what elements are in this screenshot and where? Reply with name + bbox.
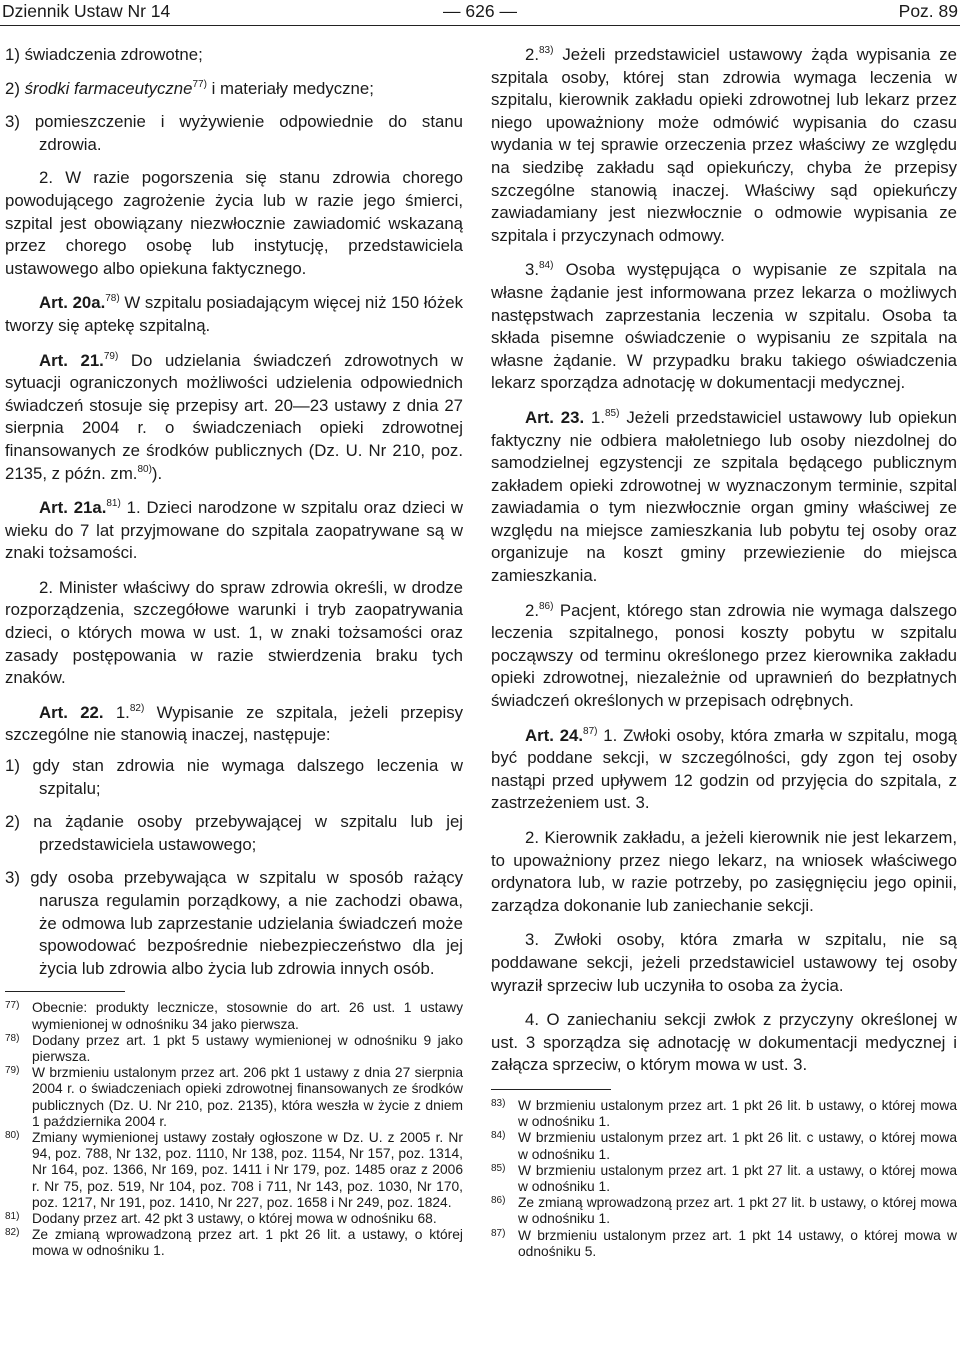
footnote-number: 85) [491,1162,506,1174]
list-item: 1) świadczenia zdrowotne; [5,45,203,64]
position-number: Poz. 89 [898,1,958,21]
footnote [5,1065,463,1130]
list-item: 3) pomieszczenie i wyżywienie odpowiednie do stanu zdrowia. [5,112,463,154]
paragraph [491,44,957,247]
left-column [5,44,463,1260]
footnote-rule [491,1089,611,1090]
paragraph: 2. W razie pogorszenia się stanu zdrowia chorego powodującego zagrożenie życia lub w razie jego śmierci, szpital jest obowiązany niezwłocznie zawiadomić wskazaną przez chorego osobę lub instytucję, przedstawiciela ustawowego albo opiekuna faktycznego. [5,168,463,278]
paragraph: 2. Kierownik zakładu, a jeżeli kierownik nie jest lekarzem, to upoważniony przez niego lekarz, na wniosek właściwego ordynatora lub, w razie potrzeby, po zasięgnięciu jego opinii, zarządza dokonanie lub zaniechanie sekcji. [491,828,957,915]
footnote-ref: 78) [105,293,120,305]
article-label: Art. 20a. [39,293,106,313]
article-label: Art. 24. [525,725,584,745]
footnote-ref: 86) [539,600,554,612]
footnote [491,1130,957,1162]
right-column [491,44,957,1260]
list-item [5,78,463,101]
footnote-number: 83) [491,1097,506,1109]
footnote [491,1098,957,1130]
footnote-text: Dodany przez art. 42 pkt 3 ustawy, o której mowa w odnośniku 68. [32,1211,437,1227]
footnote-text: Ze zmianą wprowadzoną przez art. 1 pkt 26 lit. a ustawy, o której mowa w odnośniku 1. [32,1227,463,1259]
paragraph-number: 3. [525,260,539,280]
article-label: Art. 23. [525,407,585,427]
item-text: i materiały medyczne; [206,78,374,98]
footnote [5,1211,463,1227]
footnote [5,1227,463,1259]
footnote-ref: 80) [137,463,152,475]
paragraph [491,259,957,395]
footnote-text: W brzmieniu ustalonym przez art. 1 pkt 27 lit. a ustawy, o której mowa w odnośniku 1. [518,1162,957,1194]
footnote-ref: 83) [539,45,554,56]
footnote-ref: 84) [539,260,554,272]
article-21a [5,497,463,565]
footnote-rule [5,991,125,992]
article-23 [491,407,957,588]
footnote-ref: 77) [192,78,207,90]
footnote-text: Zmiany wymienionej ustawy zostały ogłoszone w Dz. U. z 2005 r. Nr 94, poz. 788, Nr 132, poz. 1110, Nr 138, poz. 1154, Nr 157, poz. 1314, Nr 164, poz. 1366, Nr 169, poz. 1411 i Nr 179, poz. 1485 oraz z 2006 r. Nr 75, poz. 519, Nr 104, poz. 708 i 711, Nr 143, poz. 1030, Nr 170, poz. 1217, Nr 191, poz. 1410, Nr 227, poz. 1658 i Nr 249, poz. 1824. [32,1130,463,1210]
footnote-number: 87) [491,1227,506,1239]
item-number: 2) [5,78,25,98]
footnote-number: 79) [5,1065,20,1077]
article-text: 1. Dzieci narodzone w szpitalu oraz dzieci w wieku do 7 lat przyjmowane do szpitala zaopatrywane są w znaki tożsamości. [5,498,463,563]
footnote-number: 82) [5,1227,20,1239]
list-item: 2) na żądanie osoby przebywającej w szpitalu lub jej przedstawiciela ustawowego; [5,812,463,854]
footnote-text: W brzmieniu ustalonym przez art. 1 pkt 14 ustawy, o której mowa w odnośniku 5. [518,1227,957,1259]
list-item: 3) gdy osoba przebywająca w szpitalu w sposób rażący narusza regulamin porządkowy, a nie zachodzi obawa, że odmowa lub zaprzestanie udzielania świadczeń może spowodować bezpośrednie niebezpieczeństwo dla jej życia lub zdrowia albo życia lub zdrowia innych osób. [5,868,463,978]
footnote-number: 78) [5,1032,20,1044]
footnote [491,1195,957,1227]
page-header [0,0,960,26]
paragraph: 3. Zwłoki osoby, która zmarła w szpitalu, nie są poddawane sekcji, jeżeli przedstawiciel ustawowy tej osoby wyraził sprzeciw lub uczyniła to osoba za życia. [491,930,957,995]
list-item: 1) gdy stan zdrowia nie wymaga dalszego leczenia w szpitalu; [5,756,463,798]
footnote-ref: 81) [106,498,121,510]
article-text: W szpitalu posiadającym więcej niż 150 łóżek tworzy się aptekę szpitalną. [5,293,463,335]
paragraph: 4. O zaniechaniu sekcji zwłok z przyczyny określonej w ust. 3 sporządza się adnotację w dokumentacji medycznej i załącza sprzeciw, o którym mowa w ust. 3. [491,1010,957,1075]
footnote-ref: 87) [583,725,598,737]
paragraph-number: 1. [103,702,130,722]
article-label: Art. 21a. [39,498,107,518]
article-21 [5,350,463,486]
article-text: Wypisanie ze szpitala, jeżeli przepisy szczególne nie stanowią inaczej, następuje: [5,702,463,745]
footnote-ref: 82) [129,702,145,714]
paragraph [491,600,957,713]
article-text-end: ). [151,463,163,483]
footnote [491,1228,957,1260]
page-number: — 626 — [443,1,517,21]
article-label: Art. 21. [39,350,104,370]
paragraph-number: 2. [525,600,539,620]
article-text: 1. Zwłoki osoby, która zmarła w szpitalu, mogą być poddane sekcji, w szczególności, gdy zgon tej osoby nastąpi przed upływem 12 godzin od przyjęcia do szpitala, z zastrzeżeniem ust. 3. [491,725,957,813]
article-label: Art. 22. [39,702,104,722]
footnotes-left [5,1000,463,1259]
footnote-text: Obecnie: produkty lecznicze, stosownie do art. 26 ust. 1 ustawy wymienionej w odnośniku 34 jako pierwsza. [32,1000,463,1032]
footnote [491,1163,957,1195]
paragraph: 2. Minister właściwy do spraw zdrowia określi, w drodze rozporządzenia, szczegółowe warunki i tryb zaopatrywania dzieci, o których mowa w ust. 1, w znaki tożsamości oraz zasady postępowania w razie stwierdzenia braku tych znaków. [5,577,463,688]
paragraph-text: Jeżeli przedstawiciel ustawowy żąda wypisania ze szpitala osoby, której stan zdrowia wymaga leczenia w szpitalu, kierownik zakładu opieki zdrowotnej lub lekarz przez niego upoważniony może odmówić wypisania do czasu wydania w tej sprawie orzeczenia przez właściwy ze względu na siedzibę zakładu sąd opiekuńczy, chyba że przepisy szczególne stanowią inaczej. Właściwy sąd opiekuńczy zawiadamiany jest niezwłocznie o odmowie wypisania ze szpitala i przyczynach odmowy. [491,45,957,245]
paragraph-text: Pacjent, którego stan zdrowia nie wymaga dalszego leczenia szpitalnego, ponosi koszty pobytu w szpitalu począwszy od terminu określonego przez kierownika zakładu opieki zdrowotnej, niezależnie od uprawnień do bezpłatnych świadczeń określonych w przepisach odrębnych. [491,600,957,711]
footnote-number: 77) [5,1000,20,1012]
article-20a [5,292,463,337]
footnote-ref: 85) [604,407,620,419]
footnote-text: W brzmieniu ustalonym przez art. 1 pkt 26 lit. b ustawy, o której mowa w odnośniku 1. [518,1097,957,1130]
paragraph-number: 2. [525,45,539,64]
footnote-text: W brzmieniu ustalonym przez art. 206 pkt 1 ustawy z dnia 27 sierpnia 2004 r. o świadczeniach opieki zdrowotnej finansowanych ze środków publicznych (Dz. U. Nr 210, poz. 2135), która weszła w życie z dniem 1 października 2004 r. [32,1065,463,1129]
article-text: Jeżeli przedstawiciel ustawowy lub opiekun faktyczny nie odbiera małoletniego lub osoby niezdolnej do samodzielnej egzystencji ze szpitala będącego publicznym zakładem opieki zdrowotnej w wyznaczonym terminie, szpital zawiadamia o tym niezwłocznie organ gminy właściwej ze względu na miejsce zamieszkania lub pobytu tej osoby oraz organizuje na koszt gminy przewiezienie do miejsca zamieszkania. [491,407,957,586]
footnote [5,1033,463,1065]
journal-title: Dziennik Ustaw Nr 14 [2,1,171,21]
article-24 [491,725,957,815]
footnote [5,1130,463,1211]
paragraph-text: Osoba występująca o wypisanie ze szpitala na własne żądanie jest informowana przez lekarza o możliwych następstwach zaprzestania leczenia w szpitalu. Osoba ta składa pisemne oświadczenie o wypisaniu ze szpitala na własne żądanie. W przypadku braku takiego oświadczenia lekarz sporządza adnotację w dokumentacji medycznej. [491,260,957,393]
footnotes-right [491,1098,957,1260]
footnote-number: 86) [491,1195,506,1207]
footnote-number: 81) [5,1211,20,1223]
footnote-number: 84) [491,1130,506,1142]
footnote-text: W brzmieniu ustalonym przez art. 1 pkt 26 lit. c ustawy, o której mowa w odnośniku 1. [518,1130,957,1162]
footnote-ref: 79) [103,350,119,362]
article-text: Do udzielania świadczeń zdrowotnych w sytuacji ograniczonych możliwości udzielenia odpowiednich świadczeń stosuje się przepisy art. 20—23 ustawy z dnia 27 sierpnia 2004 r. o świadczeniach opieki zdrowotnej finansowanych ze środków publicznych (Dz. U. Nr 210, poz. 2135, z późn. zm. [5,350,463,483]
paragraph-number: 1. [584,407,605,427]
footnote-number: 80) [5,1130,20,1141]
header-rule [0,25,960,26]
footnote [5,1000,463,1032]
item-italic-text: środki farmaceutyczne [24,78,193,98]
article-22 [5,702,463,747]
footnote-text: Dodany przez art. 1 pkt 5 ustawy wymienionej w odnośniku 9 jako pierwsza. [32,1032,463,1064]
footnote-text: Ze zmianą wprowadzoną przez art. 1 pkt 27 lit. b ustawy, o której mowa w odnośniku 1. [518,1195,957,1227]
